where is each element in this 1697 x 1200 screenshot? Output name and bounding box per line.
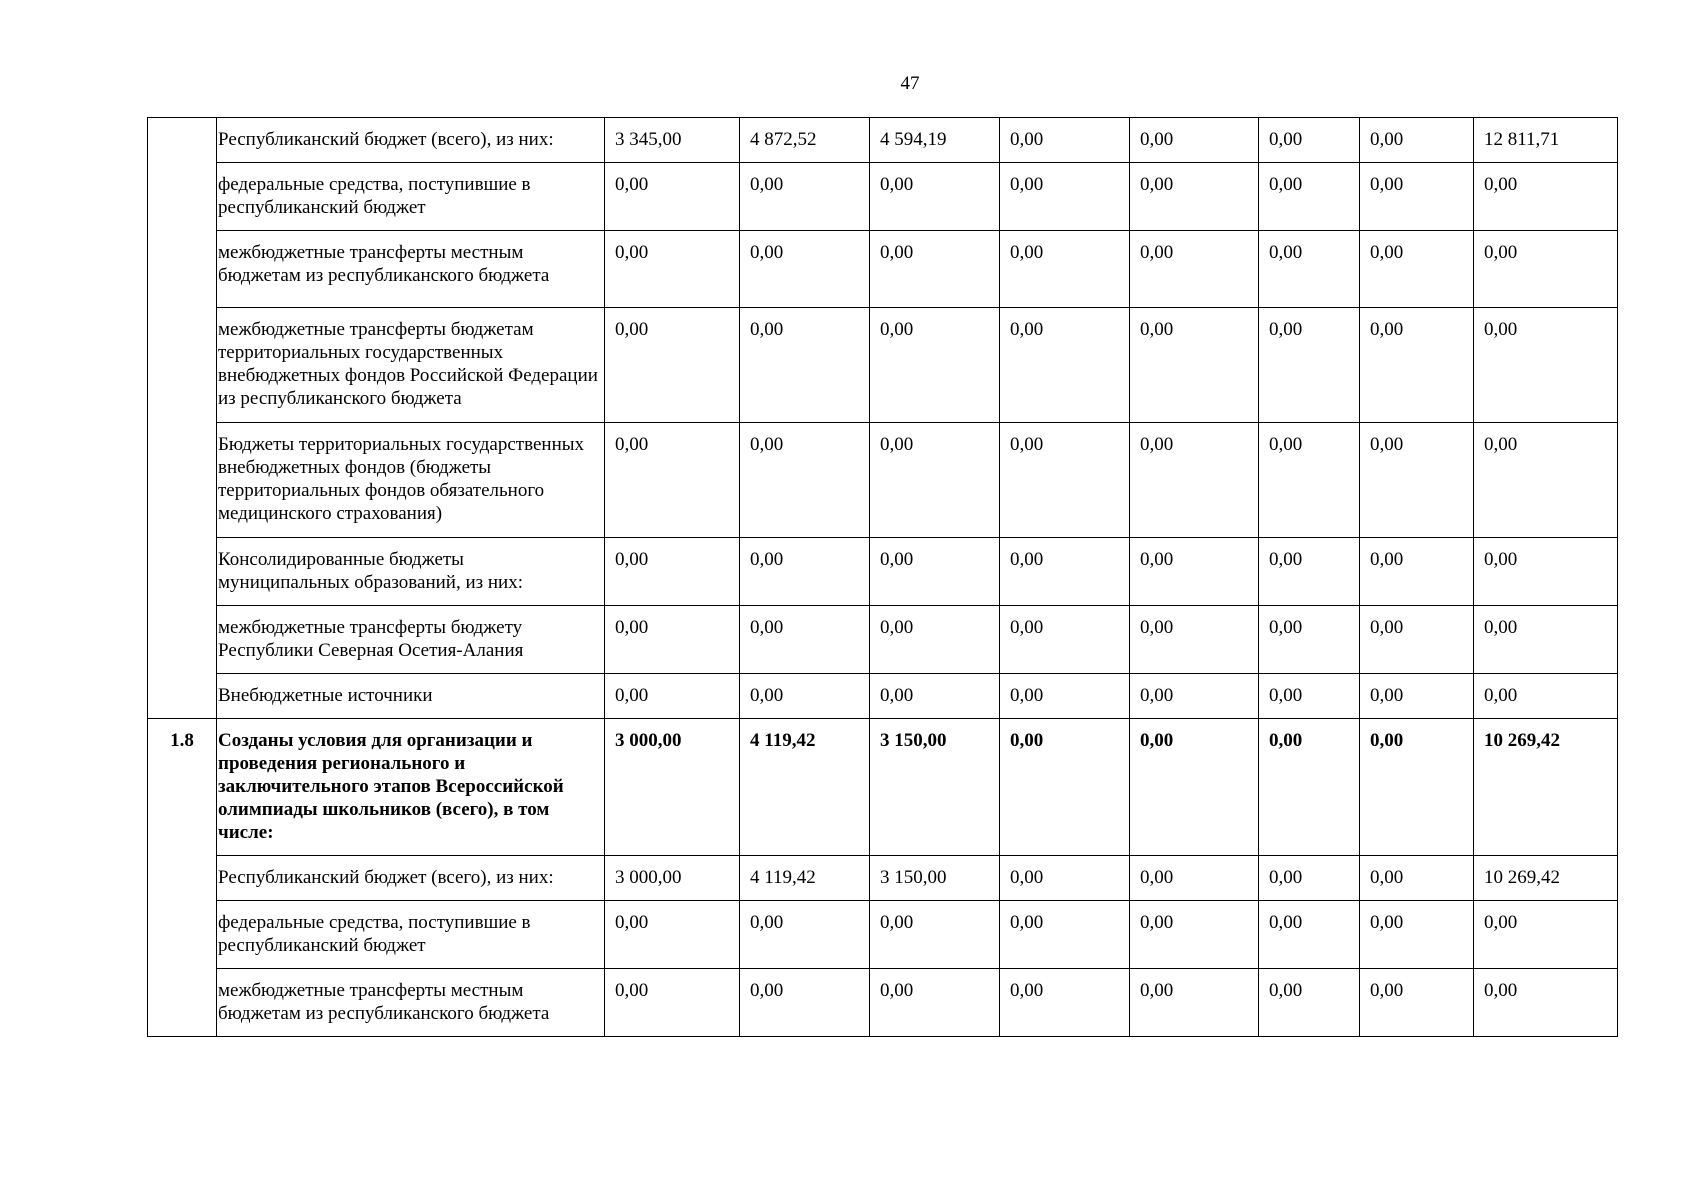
- value-cell: 0,00: [740, 606, 870, 674]
- value-cell: 0,00: [1000, 856, 1130, 901]
- value-cell: 0,00: [605, 231, 740, 308]
- value-cell: 0,00: [1360, 308, 1474, 423]
- value-cell: 0,00: [605, 163, 740, 231]
- value-cell: 4 119,42: [740, 856, 870, 901]
- value-cell: 0,00: [1360, 538, 1474, 606]
- value-cell: 4 872,52: [740, 118, 870, 163]
- value-cell: 0,00: [870, 969, 1000, 1037]
- value-cell: 0,00: [1474, 308, 1618, 423]
- value-cell: 0,00: [740, 538, 870, 606]
- value-cell: 0,00: [870, 674, 1000, 719]
- value-cell: 0,00: [1259, 856, 1360, 901]
- value-cell: 0,00: [1259, 901, 1360, 969]
- value-cell: 0,00: [1130, 423, 1259, 538]
- value-cell: 0,00: [1130, 308, 1259, 423]
- value-cell: 0,00: [1474, 423, 1618, 538]
- row-label-cell: Консолидированные бюджеты муниципальных образований, из них:: [217, 538, 605, 606]
- value-cell: 0,00: [870, 538, 1000, 606]
- value-cell: 0,00: [870, 163, 1000, 231]
- table-row: [148, 674, 1618, 719]
- item-number-cell: 1.8: [148, 719, 217, 1037]
- value-cell: 0,00: [740, 674, 870, 719]
- value-cell: 0,00: [1360, 231, 1474, 308]
- value-cell: 0,00: [1000, 719, 1130, 856]
- value-cell: 0,00: [1259, 969, 1360, 1037]
- value-cell: 0,00: [1130, 163, 1259, 231]
- value-cell: 0,00: [605, 538, 740, 606]
- row-label-cell: Республиканский бюджет (всего), из них:: [217, 118, 605, 163]
- row-label-cell: межбюджетные трансферты бюджетам территориальных государственных внебюджетных фондов Российской Федерации из республиканского бюджета: [217, 308, 605, 423]
- value-cell: 0,00: [1130, 856, 1259, 901]
- value-cell: 0,00: [870, 308, 1000, 423]
- table-row: [148, 231, 1618, 308]
- value-cell: 0,00: [870, 901, 1000, 969]
- value-cell: 0,00: [1360, 969, 1474, 1037]
- value-cell: 0,00: [605, 308, 740, 423]
- value-cell: 0,00: [1130, 901, 1259, 969]
- value-cell: 0,00: [740, 163, 870, 231]
- value-cell: 0,00: [870, 423, 1000, 538]
- value-cell: 0,00: [1259, 423, 1360, 538]
- value-cell: 0,00: [1259, 118, 1360, 163]
- value-cell: 0,00: [1360, 606, 1474, 674]
- value-cell: 0,00: [1360, 118, 1474, 163]
- value-cell: 3 000,00: [605, 719, 740, 856]
- value-cell: 0,00: [1474, 538, 1618, 606]
- value-cell: 0,00: [1259, 674, 1360, 719]
- value-cell: 0,00: [1000, 901, 1130, 969]
- value-cell: 3 150,00: [870, 856, 1000, 901]
- row-label-cell: межбюджетные трансферты местным бюджетам из республиканского бюджета: [217, 969, 605, 1037]
- row-label-cell: Внебюджетные источники: [217, 674, 605, 719]
- value-cell: 0,00: [1000, 538, 1130, 606]
- row-label-cell: межбюджетные трансферты местным бюджетам из республиканского бюджета: [217, 231, 605, 308]
- value-cell: 0,00: [1259, 606, 1360, 674]
- value-cell: 0,00: [1130, 231, 1259, 308]
- value-cell: 0,00: [740, 308, 870, 423]
- table-row: [148, 423, 1618, 538]
- value-cell: 0,00: [1360, 423, 1474, 538]
- table-row: [148, 901, 1618, 969]
- row-label-cell: федеральные средства, поступившие в республиканский бюджет: [217, 901, 605, 969]
- value-cell: 0,00: [1360, 856, 1474, 901]
- value-cell: 12 811,71: [1474, 118, 1618, 163]
- value-cell: 0,00: [1474, 606, 1618, 674]
- value-cell: 0,00: [1474, 901, 1618, 969]
- value-cell: 3 000,00: [605, 856, 740, 901]
- value-cell: 0,00: [1000, 163, 1130, 231]
- row-label-cell: Созданы условия для организации и проведения регионального и заключительного этапов Всероссийской олимпиады школьников (всего), в том числе:: [217, 719, 605, 856]
- table-row: [148, 308, 1618, 423]
- value-cell: 3 345,00: [605, 118, 740, 163]
- value-cell: 0,00: [870, 231, 1000, 308]
- value-cell: 0,00: [605, 674, 740, 719]
- table-row: [148, 118, 1618, 163]
- value-cell: 10 269,42: [1474, 856, 1618, 901]
- value-cell: 0,00: [1360, 901, 1474, 969]
- value-cell: 0,00: [1000, 231, 1130, 308]
- table-row: [148, 969, 1618, 1037]
- value-cell: 0,00: [1130, 674, 1259, 719]
- value-cell: 10 269,42: [1474, 719, 1618, 856]
- value-cell: 0,00: [1259, 163, 1360, 231]
- value-cell: 0,00: [1130, 118, 1259, 163]
- value-cell: 0,00: [605, 606, 740, 674]
- value-cell: 0,00: [1360, 163, 1474, 231]
- value-cell: 0,00: [1474, 969, 1618, 1037]
- value-cell: 0,00: [1130, 719, 1259, 856]
- value-cell: 3 150,00: [870, 719, 1000, 856]
- value-cell: 0,00: [1130, 969, 1259, 1037]
- table-row: [148, 856, 1618, 901]
- value-cell: 0,00: [1474, 163, 1618, 231]
- row-label-cell: межбюджетные трансферты бюджету Республики Северная Осетия-Алания: [217, 606, 605, 674]
- value-cell: 4 119,42: [740, 719, 870, 856]
- value-cell: 0,00: [1360, 719, 1474, 856]
- value-cell: 0,00: [1000, 423, 1130, 538]
- table-row: [148, 538, 1618, 606]
- value-cell: 4 594,19: [870, 118, 1000, 163]
- budget-table: [147, 117, 1618, 1037]
- value-cell: 0,00: [740, 423, 870, 538]
- value-cell: 0,00: [1130, 538, 1259, 606]
- page-number: 47: [900, 73, 920, 94]
- value-cell: 0,00: [1000, 308, 1130, 423]
- value-cell: 0,00: [1000, 606, 1130, 674]
- value-cell: 0,00: [1474, 231, 1618, 308]
- row-label-cell: Бюджеты территориальных государственных внебюджетных фондов (бюджеты территориальных фондов обязательного медицинского страхования): [217, 423, 605, 538]
- table-row: [148, 606, 1618, 674]
- value-cell: 0,00: [740, 969, 870, 1037]
- value-cell: 0,00: [1259, 719, 1360, 856]
- value-cell: 0,00: [740, 901, 870, 969]
- value-cell: 0,00: [1000, 969, 1130, 1037]
- row-label-cell: федеральные средства, поступившие в республиканский бюджет: [217, 163, 605, 231]
- value-cell: 0,00: [870, 606, 1000, 674]
- table-row: [148, 719, 1618, 856]
- value-cell: 0,00: [1474, 674, 1618, 719]
- value-cell: 0,00: [1130, 606, 1259, 674]
- value-cell: 0,00: [1360, 674, 1474, 719]
- value-cell: 0,00: [740, 231, 870, 308]
- value-cell: 0,00: [1000, 118, 1130, 163]
- value-cell: 0,00: [1259, 308, 1360, 423]
- value-cell: 0,00: [1259, 231, 1360, 308]
- row-label-cell: Республиканский бюджет (всего), из них:: [217, 856, 605, 901]
- value-cell: 0,00: [1000, 674, 1130, 719]
- value-cell: 0,00: [605, 901, 740, 969]
- value-cell: 0,00: [1259, 538, 1360, 606]
- value-cell: 0,00: [605, 423, 740, 538]
- value-cell: 0,00: [605, 969, 740, 1037]
- table-row: [148, 163, 1618, 231]
- item-number-cell: [148, 118, 217, 719]
